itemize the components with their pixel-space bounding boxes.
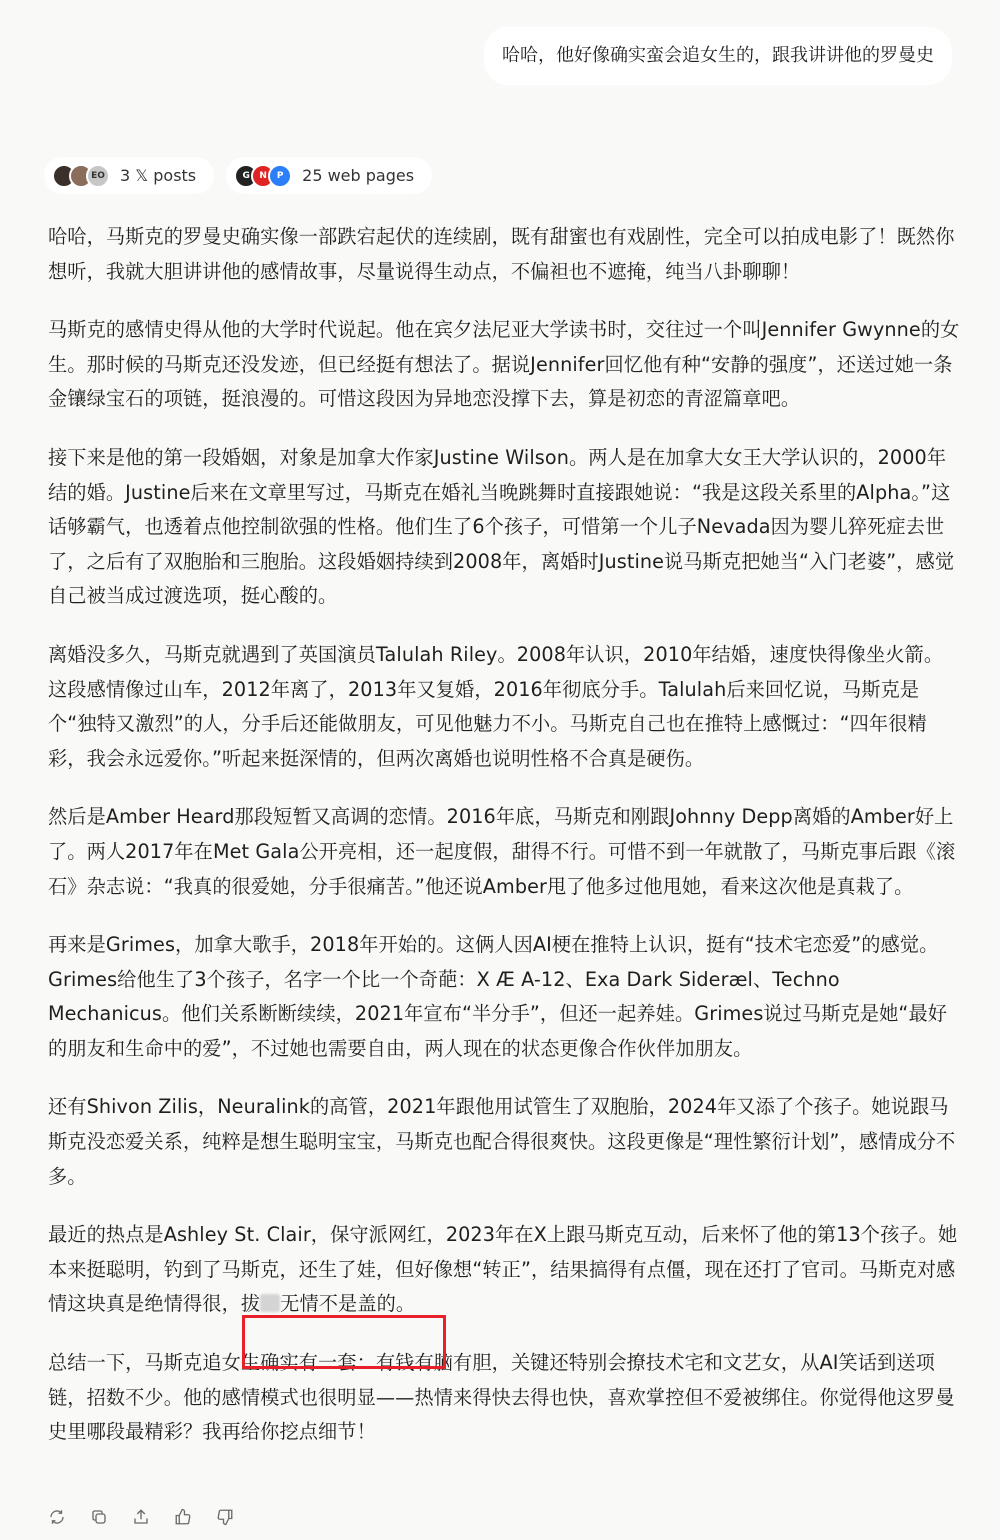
x-post-avatars — [52, 164, 110, 188]
message-actions — [48, 1508, 234, 1526]
web-page-avatars — [234, 164, 292, 188]
assistant-answer — [48, 220, 960, 1474]
censored-word — [260, 1294, 280, 1312]
answer-paragraph: 然后是Amber Heard那段短暂又高调的恋情。2016年底，马斯克和刚跟Johnny Depp离婚的Amber好上了。两人2017年在Met Gala公开亮相，还一起度假，甜得不行。可惜不到一年就散了，马斯克事后跟《滚石》杂志说：“我真的很爱她，分手很痛苦。”他还说Amber甩了他多过他甩她，看来这次他是真栽了。 — [48, 805, 956, 898]
web-pages-chip[interactable] — [226, 157, 432, 194]
answer-paragraph: 哈哈，马斯克的罗曼史确实像一部跌宕起伏的连续剧，既有甜蜜也有戏剧性，完全可以拍成电影了！既然你想听，我就大胆讲讲他的感情故事，尽量说得生动点，不偏袒也不遮掩，纯当八卦聊聊！ — [48, 225, 955, 283]
x-posts-chip[interactable] — [44, 157, 214, 194]
answer-paragraph: 还有Shivon Zilis，Neuralink的高管，2021年跟他用试管生了双胞胎，2024年又添了个孩子。她说跟马斯克没恋爱关系，纯粹是想生聪明宝宝，马斯克也配合得很爽快。这段更像是“理性繁衍计划”，感情成分不多。 — [48, 1095, 956, 1188]
thumbs-up-icon[interactable] — [174, 1508, 192, 1526]
copy-icon[interactable] — [90, 1508, 108, 1526]
regenerate-icon[interactable] — [48, 1508, 66, 1526]
user-message-bubble: 哈哈，他好像确实蛮会追女生的，跟我讲讲他的罗曼史 — [484, 27, 952, 85]
ashley-text-after: 无情不是盖的。 — [280, 1292, 416, 1316]
answer-paragraph: 离婚没多久，马斯克就遇到了英国演员Talulah Riley。2008年认识，2010年结婚，速度快得像坐火箭。这段感情像过山车，2012年离了，2013年又复婚，2016年彻底分手。Talulah后来回忆说，马斯克是个“独特又激烈”的人，分手后还能做朋友，可见他魅力不小。马斯克自己也在推特上感慨过：“四年很精彩，我会永远爱你。”听起来挺深情的，但两次离婚也说明性格不合真是硬伤。 — [48, 642, 944, 770]
web-favicon-1: G — [234, 164, 258, 188]
x-avatar-3: EO — [86, 164, 110, 188]
sources-row — [44, 157, 432, 194]
thumbs-down-icon[interactable] — [216, 1508, 234, 1526]
x-posts-label: 3 𝕏 posts — [120, 166, 197, 185]
web-favicon-2: N — [251, 164, 275, 188]
answer-paragraph-ashley — [48, 1218, 960, 1322]
ashley-text-before: 最近的热点是Ashley St. Clair，保守派网红，2023年在X上跟马斯克互动，后来怀了他的第13个孩子。她本来挺聪明，钓到了马斯克，还生了娃，但好像想“转正”，结果搞得有点僵，现在还打了官司。马斯克对感情这块真是绝情得很，拔 — [48, 1223, 958, 1316]
share-icon[interactable] — [132, 1508, 150, 1526]
web-pages-label: 25 web pages — [302, 166, 415, 185]
web-favicon-3: P — [268, 164, 292, 188]
answer-paragraph: 马斯克的感情史得从他的大学时代说起。他在宾夕法尼亚大学读书时，交往过一个叫Jennifer Gwynne的女生。那时候的马斯克还没发迹，但已经挺有想法了。据说Jennifer回忆他有种“安静的强度”，还送过她一条金镶绿宝石的项链，挺浪漫的。可惜这段因为异地恋没撑下去，算是初恋的青涩篇章吧。 — [48, 318, 960, 411]
answer-paragraph: 再来是Grimes，加拿大歌手，2018年开始的。这俩人因AI梗在推特上认识，挺有“技术宅恋爱”的感觉。Grimes给他生了3个孩子，名字一个比一个奇葩：X Æ A-12、Exa Dark Sideræl、Techno Mechanicus。他们关系断断续续，2021年宣布“半分手”，但还一起养娃。Grimes说过马斯克是她“最好的朋友和生命中的爱”，不过她也需要自由，两人现在的状态更像合作伙伴加朋友。 — [48, 933, 948, 1060]
answer-summary: 总结一下，马斯克追女生确实有一套：有钱有脑有胆，关键还特别会撩技术宅和文艺女，从AI笑话到送项链，招数不少。他的感情模式也很明显——热情来得快去得也快，喜欢掌控但不爱被绑住。你觉得他这罗曼史里哪段最精彩？我再给你挖点细节！ — [48, 1351, 955, 1444]
answer-paragraph: 接下来是他的第一段婚姻，对象是加拿大作家Justine Wilson。两人是在加拿大女王大学认识的，2000年结的婚。Justine后来在文章里写过，马斯克在婚礼当晚跳舞时直接跟她说：“我是这段关系里的Alpha。”这话够霸气，也透着点他控制欲强的性格。他们生了6个孩子，可惜第一个儿子Nevada因为婴儿猝死症去世了，之后有了双胞胎和三胞胎。这段婚姻持续到2008年，离婚时Justine说马斯克把她当“入门老婆”，感觉自己被当成过渡选项，挺心酸的。 — [48, 445, 955, 608]
